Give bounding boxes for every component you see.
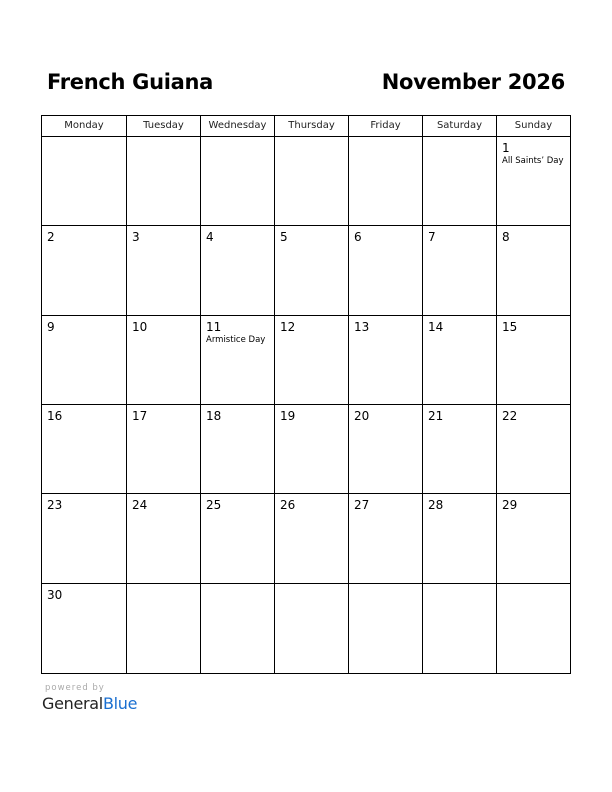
- day-cell-17[interactable]: [127, 405, 201, 494]
- day-number: 2: [47, 230, 55, 245]
- day-number: 20: [354, 409, 370, 423]
- powered-by-label: powered by: [45, 683, 105, 693]
- holiday-label: All Saints’ Day: [502, 156, 564, 166]
- day-number: 1: [502, 141, 510, 155]
- day-number: 25: [206, 498, 222, 513]
- day-cell-21[interactable]: [423, 405, 497, 494]
- day-number: 22: [502, 409, 518, 423]
- day-number: 6: [354, 230, 362, 245]
- empty-day-cell[interactable]: [201, 584, 275, 673]
- day-number: 18: [206, 409, 222, 423]
- day-cell-16[interactable]: [42, 405, 127, 494]
- empty-day-cell[interactable]: [201, 137, 275, 226]
- empty-day-cell[interactable]: [497, 584, 570, 673]
- day-number: 27: [354, 498, 370, 513]
- day-number: 11: [206, 319, 222, 334]
- day-cell-13[interactable]: [349, 316, 423, 405]
- day-cell-14[interactable]: [423, 316, 497, 405]
- empty-day-cell[interactable]: [423, 584, 497, 673]
- holiday-label: Armistice Day: [206, 334, 266, 345]
- empty-day-cell[interactable]: [275, 584, 349, 673]
- day-cell-4[interactable]: [201, 226, 275, 315]
- weekday-header-sunday: Sunday: [497, 116, 570, 137]
- day-number: 9: [47, 319, 55, 334]
- day-number: 17: [132, 409, 148, 423]
- day-cell-28[interactable]: [423, 494, 497, 583]
- day-cell-19[interactable]: [275, 405, 349, 494]
- empty-day-cell[interactable]: [275, 137, 349, 226]
- day-cell-10[interactable]: [127, 316, 201, 405]
- day-number: 23: [47, 498, 63, 513]
- day-number: 19: [280, 409, 296, 423]
- weekday-header-monday: Monday: [42, 116, 127, 137]
- day-number: 4: [206, 230, 214, 245]
- day-cell-25[interactable]: [201, 494, 275, 583]
- day-number: 26: [280, 498, 296, 513]
- empty-day-cell[interactable]: [423, 137, 497, 226]
- day-number: 28: [428, 498, 444, 513]
- weekday-header-saturday: Saturday: [423, 116, 497, 137]
- day-cell-5[interactable]: [275, 226, 349, 315]
- day-number: 5: [280, 230, 288, 245]
- day-number: 10: [132, 319, 148, 334]
- day-cell-29[interactable]: [497, 494, 570, 583]
- day-cell-2[interactable]: [42, 226, 127, 315]
- day-cell-26[interactable]: [275, 494, 349, 583]
- day-number: 24: [132, 498, 148, 513]
- weekday-header-tuesday: Tuesday: [127, 116, 201, 137]
- day-cell-3[interactable]: [127, 226, 201, 315]
- empty-day-cell[interactable]: [127, 137, 201, 226]
- day-number: 14: [428, 319, 444, 334]
- day-number: 12: [280, 319, 296, 334]
- day-number: 21: [428, 409, 444, 423]
- day-cell-6[interactable]: [349, 226, 423, 315]
- day-cell-9[interactable]: [42, 316, 127, 405]
- day-number: 8: [502, 230, 510, 245]
- day-number: 30: [47, 587, 63, 602]
- month-year-title: November 2026: [381, 70, 565, 94]
- weekday-header-friday: Friday: [349, 116, 423, 137]
- day-cell-30[interactable]: [42, 584, 127, 673]
- day-cell-1[interactable]: [497, 137, 570, 226]
- day-number: 15: [502, 319, 518, 334]
- logo-blue-text: Blue: [102, 694, 138, 713]
- day-cell-7[interactable]: [423, 226, 497, 315]
- day-cell-12[interactable]: [275, 316, 349, 405]
- day-cell-8[interactable]: [497, 226, 570, 315]
- day-number: 7: [428, 230, 436, 245]
- day-cell-11[interactable]: [201, 316, 275, 405]
- empty-day-cell[interactable]: [349, 137, 423, 226]
- day-cell-23[interactable]: [42, 494, 127, 583]
- empty-day-cell[interactable]: [127, 584, 201, 673]
- region-title: French Guiana: [47, 70, 214, 94]
- day-cell-24[interactable]: [127, 494, 201, 583]
- weekday-header-wednesday: Wednesday: [201, 116, 275, 137]
- day-cell-27[interactable]: [349, 494, 423, 583]
- day-cell-20[interactable]: [349, 405, 423, 494]
- calendar-grid: [41, 115, 571, 674]
- day-number: 13: [354, 319, 370, 334]
- day-cell-22[interactable]: [497, 405, 570, 494]
- day-cell-15[interactable]: [497, 316, 570, 405]
- day-number: 3: [132, 230, 140, 245]
- empty-day-cell[interactable]: [349, 584, 423, 673]
- day-number: 29: [502, 498, 518, 513]
- logo-general-text: General: [42, 694, 103, 713]
- generalblue-logo[interactable]: [42, 694, 137, 713]
- weekday-header-thursday: Thursday: [275, 116, 349, 137]
- empty-day-cell[interactable]: [42, 137, 127, 226]
- day-number: 16: [47, 409, 63, 423]
- day-cell-18[interactable]: [201, 405, 275, 494]
